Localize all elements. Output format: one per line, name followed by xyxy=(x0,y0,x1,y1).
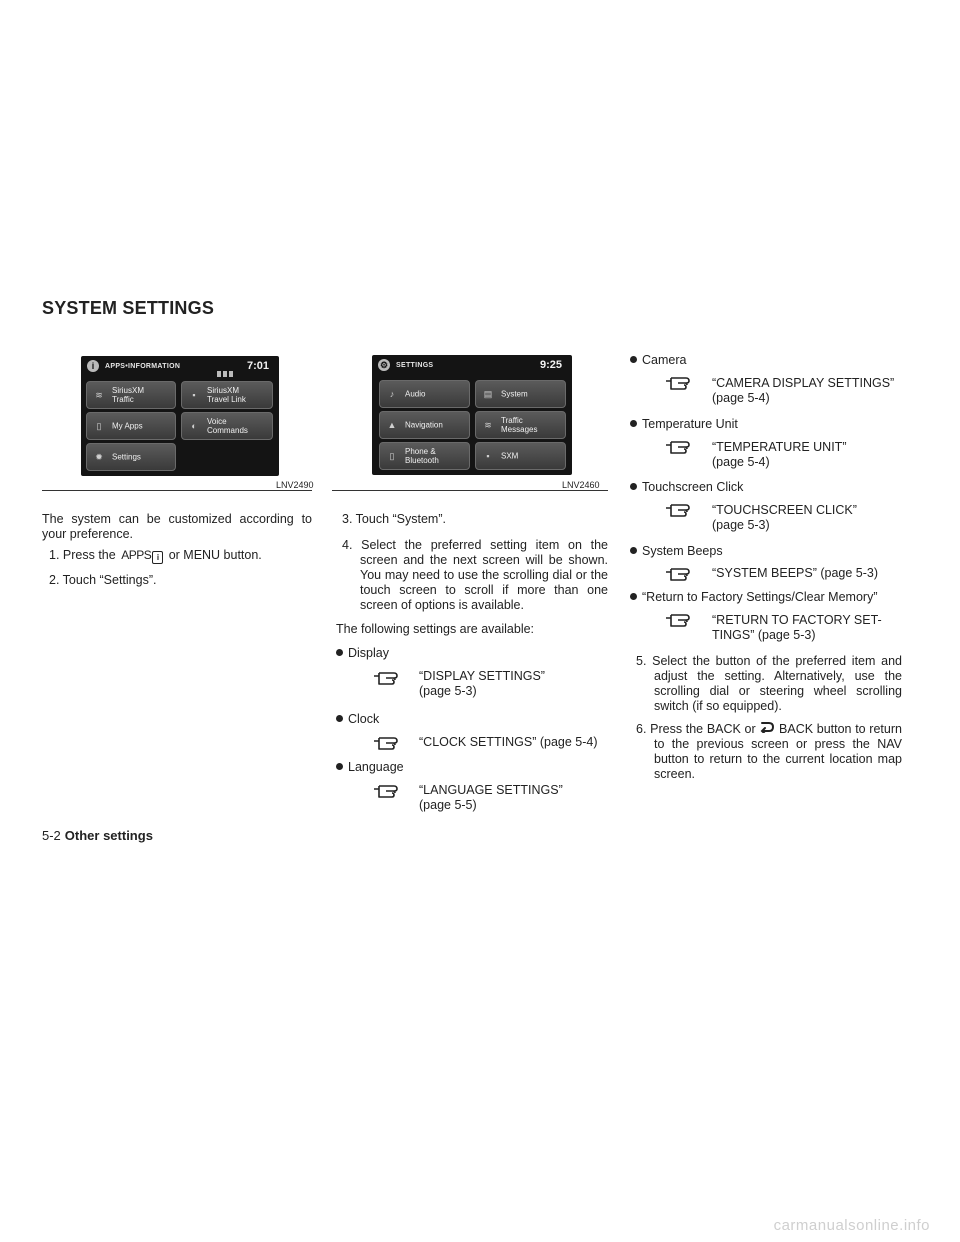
tile-audio: ♪ Audio xyxy=(379,380,470,408)
ref-touchscreen-click: “TOUCHSCREEN CLICK” (page 5-3) xyxy=(712,503,857,532)
reference-pointer-icon xyxy=(372,668,402,688)
ref-temperature-unit: “TEMPERATURE UNIT” (page 5-4) xyxy=(712,440,847,469)
bullet-dot xyxy=(630,356,637,363)
reference-pointer-icon xyxy=(664,610,694,630)
page-footer: 5-2 Other settings xyxy=(42,828,153,843)
step-4: 4. Select the preferred setting item on the screen and the next screen will be shown. You may need to use the scrolling dial or the touch screen to scroll if more than one screen of options is available. xyxy=(342,538,608,612)
bullet-dot xyxy=(336,763,343,770)
section-title: SYSTEM SETTINGS xyxy=(42,298,215,318)
step-3: 3. Touch “System”. xyxy=(342,512,446,526)
figure-settings-screen xyxy=(372,355,572,475)
step-1: 1. Press the APPS i or MENU button. xyxy=(49,548,262,562)
screen-time: 7:01 xyxy=(246,360,269,372)
step-5: 5. Select the button of the preferred item and adjust the setting. Alternatively, use the scrolling dial or steering wheel scrolling switch (if so equipped). xyxy=(636,654,902,713)
navigation-arrow-icon: ▲ xyxy=(387,420,397,430)
ref-return-to-factory-settings: “RETURN TO FACTORY SET- TINGS” (page 5-3) xyxy=(712,613,882,642)
figure-apps-information-screen xyxy=(81,356,279,476)
system-icon: ▤ xyxy=(483,389,493,399)
bullet-return-to-factory: “Return to Factory Settings/Clear Memory” xyxy=(630,590,878,605)
bullet-touchscreen-click: Touchscreen Click xyxy=(630,480,743,495)
tile-siriusxm-traffic: ≋ SiriusXM Traffic xyxy=(86,381,176,409)
tile-my-apps: ▯ My Apps xyxy=(86,412,176,440)
screen-title: APPS•INFORMATION xyxy=(105,363,181,370)
step-6: 6. Press the BACK or BACK button to return to the previous screen or press the NAV button to return to the current location map screen. xyxy=(636,722,902,781)
bullet-dot xyxy=(336,649,343,656)
figure2-rule xyxy=(332,490,608,491)
ref-display-settings: “DISPLAY SETTINGS” (page 5-3) xyxy=(419,669,545,698)
step-2: 2. Touch “Settings”. xyxy=(49,573,157,587)
bullet-display: Display xyxy=(336,646,389,661)
bullet-clock: Clock xyxy=(336,712,379,727)
gear-icon: ✹ xyxy=(95,452,103,462)
bullet-temperature-unit: Temperature Unit xyxy=(630,417,738,432)
bullet-camera: Camera xyxy=(630,353,686,368)
settings-available-text: The following settings are available: xyxy=(336,622,535,636)
sxm-icon: ▪ xyxy=(486,451,490,461)
screen-title: SETTINGS xyxy=(396,362,434,369)
tile-phone-bluetooth: ▯ Phone & Bluetooth xyxy=(379,442,470,470)
reference-pointer-icon xyxy=(664,373,694,393)
settings-head-icon: ⚙ xyxy=(379,360,389,370)
ref-system-beeps: “SYSTEM BEEPS” (page 5-3) xyxy=(712,566,879,580)
phone-icon: ▯ xyxy=(389,451,395,461)
tile-settings: ✹ Settings xyxy=(86,443,176,471)
music-note-icon: ♪ xyxy=(389,389,395,399)
tile-voice-commands: ◐ Voice Commands xyxy=(181,412,273,440)
tile-navigation: ▲ Navigation xyxy=(379,411,470,439)
bullet-language: Language xyxy=(336,760,404,775)
tile-system: ▤ System xyxy=(475,380,566,408)
bullet-system-beeps: System Beeps xyxy=(630,544,723,559)
figure2-code: LNV2460 xyxy=(562,480,600,490)
figure1-rule xyxy=(42,490,312,491)
ref-camera-display-settings: “CAMERA DISPLAY SETTINGS” (page 5-4) xyxy=(712,376,895,405)
reference-pointer-icon xyxy=(372,733,402,753)
travel-link-icon: ▪ xyxy=(192,390,196,400)
ref-clock-settings: “CLOCK SETTINGS” (page 5-4) xyxy=(419,735,598,749)
reference-pointer-icon xyxy=(372,781,402,801)
bullet-dot xyxy=(630,420,637,427)
bullet-dot xyxy=(630,483,637,490)
bullet-dot xyxy=(630,547,637,554)
traffic-icon: ≋ xyxy=(484,420,492,430)
screen-time: 9:25 xyxy=(539,359,562,371)
reference-pointer-icon xyxy=(664,500,694,520)
figure1-code: LNV2490 xyxy=(276,480,314,490)
info-icon: i xyxy=(87,360,99,372)
tile-traffic-messages: ≋ Traffic Messages xyxy=(475,411,566,439)
apps-button-icon: APPS i xyxy=(121,548,163,564)
bullet-dot xyxy=(336,715,343,722)
back-arrow-icon xyxy=(759,721,775,733)
traffic-icon: ≋ xyxy=(95,390,103,400)
bullet-dot xyxy=(630,593,637,600)
reference-pointer-icon xyxy=(664,437,694,457)
voice-icon: ◐ xyxy=(191,421,197,431)
tile-siriusxm-travel-link: ▪ SiriusXM Travel Link xyxy=(181,381,273,409)
tile-sxm: ▪ SXM xyxy=(475,442,566,470)
reference-pointer-icon xyxy=(664,564,694,584)
status-icons xyxy=(217,364,239,370)
ref-language-settings: “LANGUAGE SETTINGS” (page 5-5) xyxy=(419,783,563,812)
intro-text: The system can be customized according to your preference. xyxy=(42,512,312,541)
my-apps-icon: ▯ xyxy=(96,421,102,431)
watermark: carmanualsonline.info xyxy=(773,1217,930,1234)
